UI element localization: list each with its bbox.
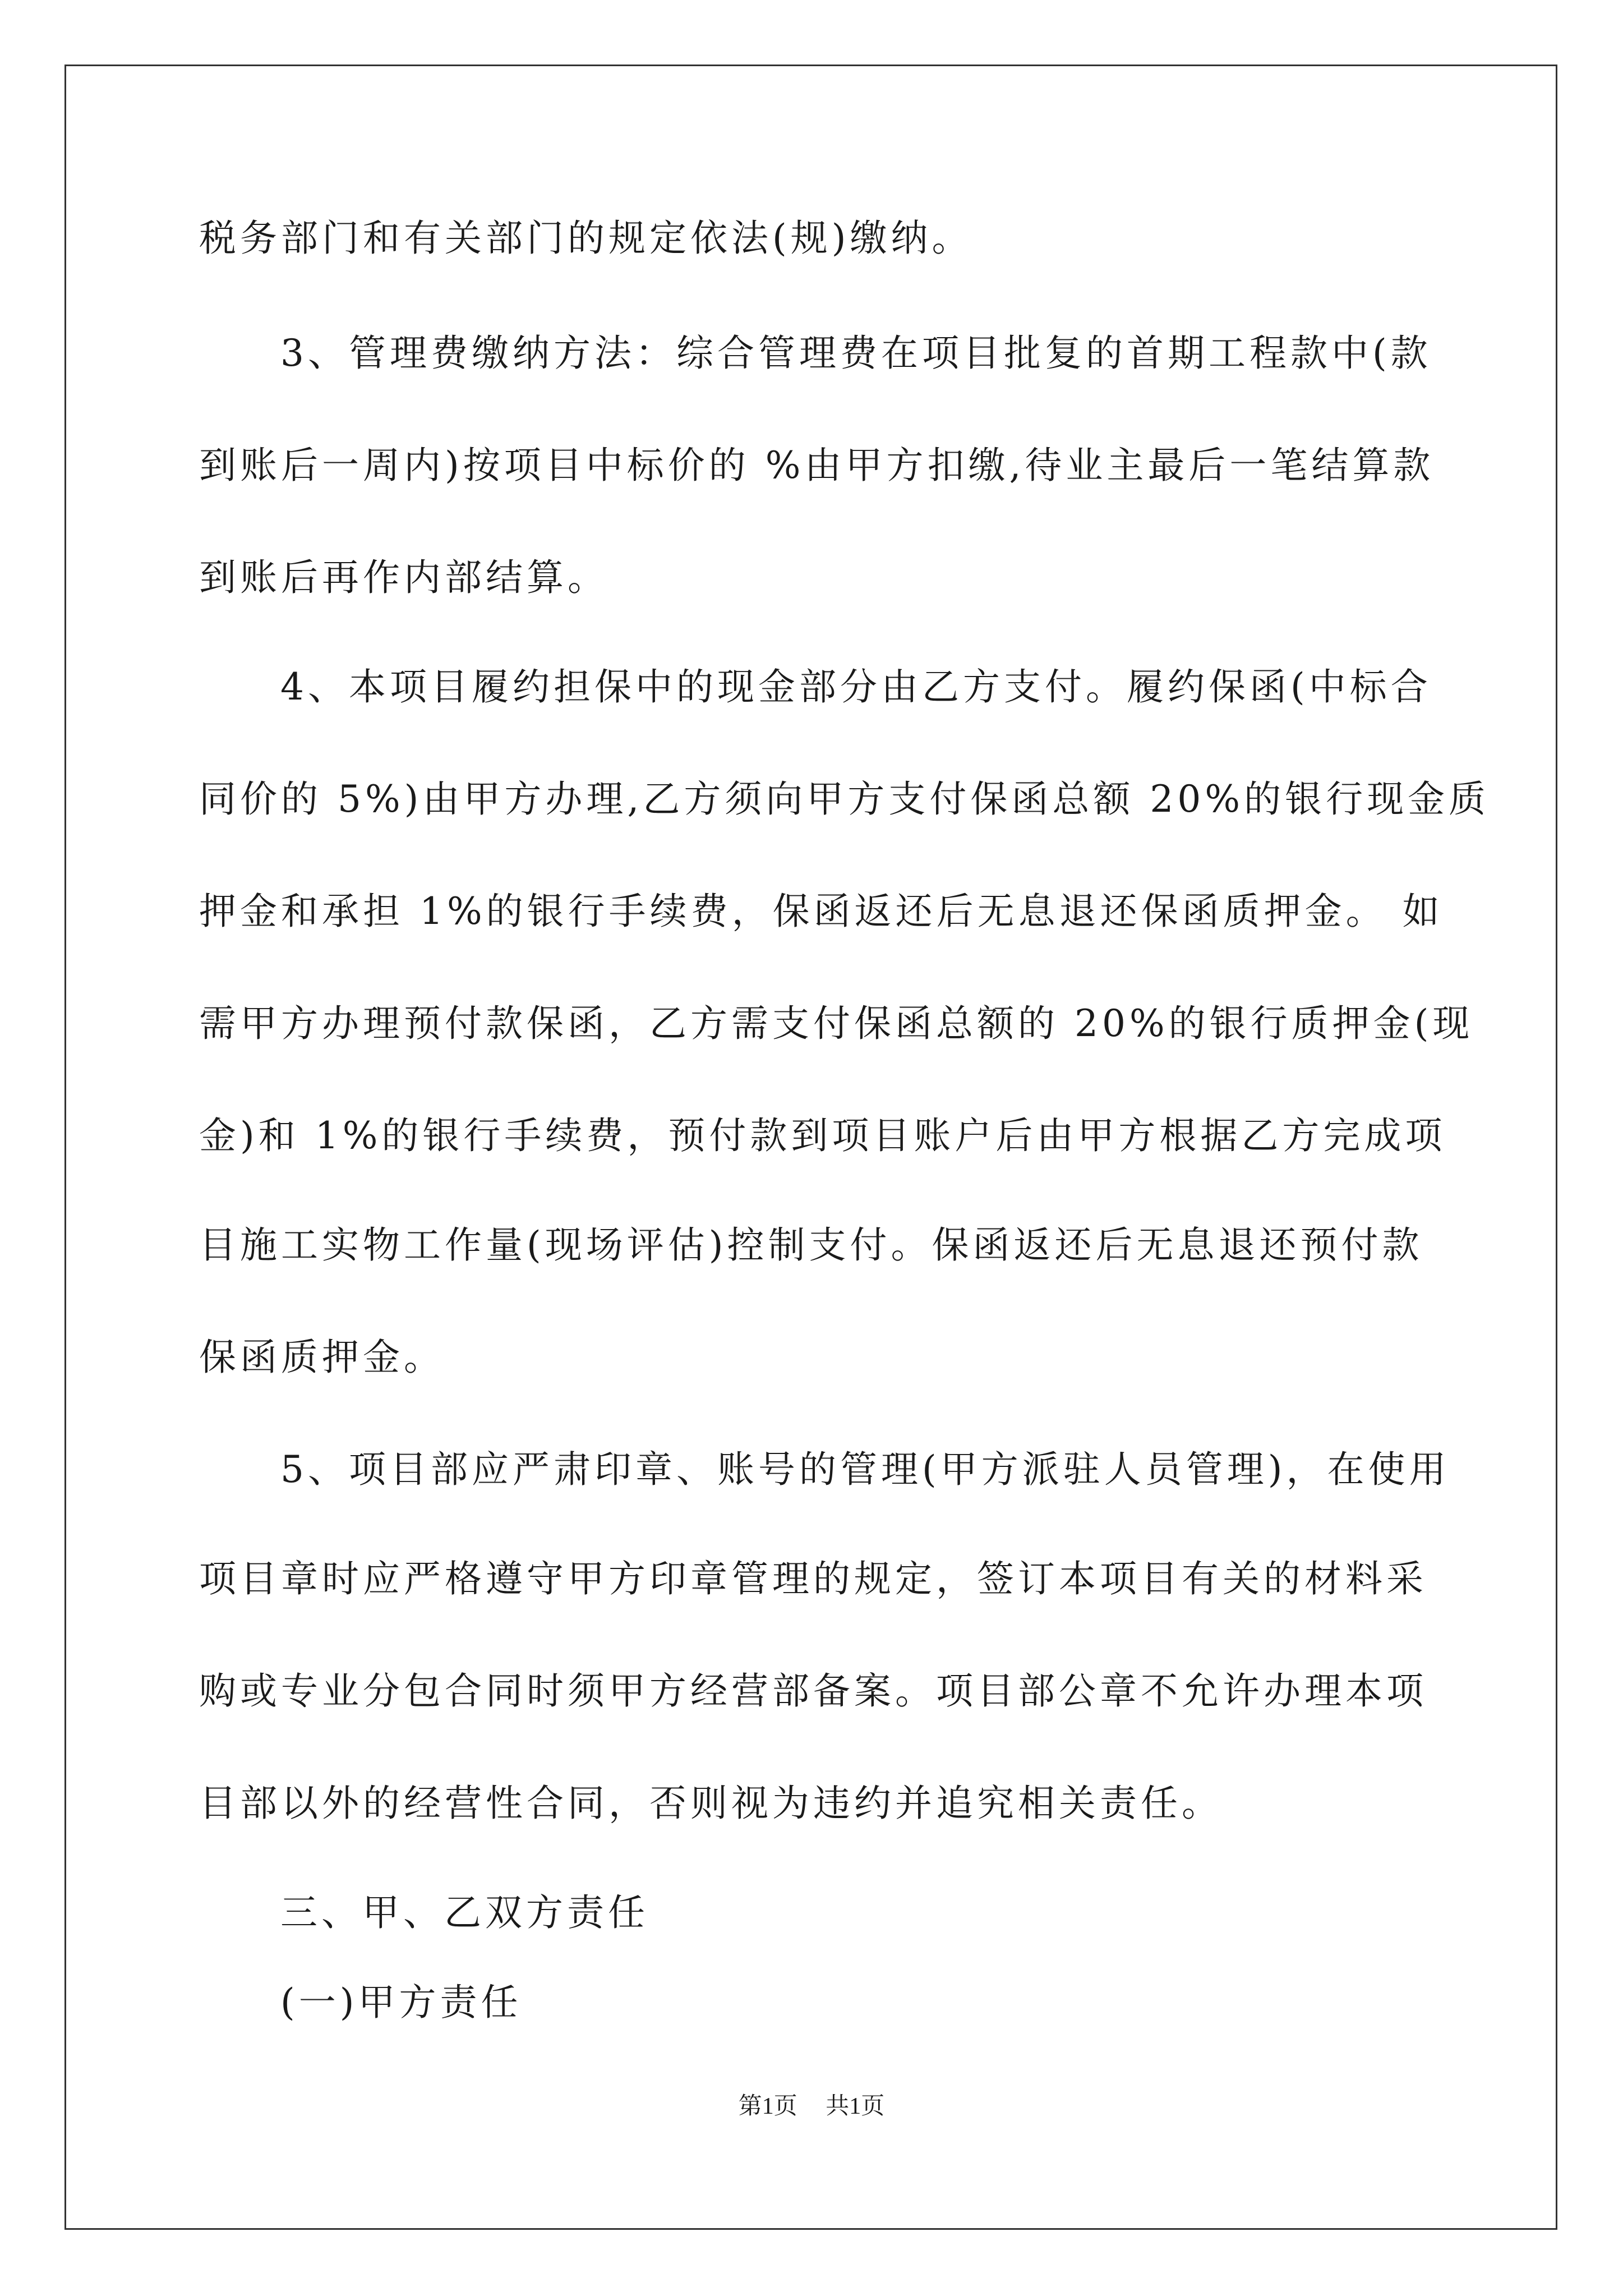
text-line: 税务部门和有关部门的规定依法(规)缴纳。 — [199, 217, 973, 260]
text-line: 押金和承担 1%的银行手续费，保函返还后无息退还保函质押金。 如 — [199, 890, 1444, 933]
page-total: 共1页 — [826, 2093, 885, 2119]
text-line: 购或专业分包合同时须甲方经营部备案。项目部公章不允许办理本项 — [199, 1669, 1427, 1713]
subsection-heading: (一)甲方责任 — [280, 1981, 522, 2024]
page-footer — [0, 2092, 1623, 2120]
text-line: 目施工实物工作量(现场评估)控制支付。保函返还后无息退还预付款 — [199, 1223, 1423, 1267]
text-line: 到账后再作内部结算。 — [199, 556, 608, 599]
text-line: 目部以外的经营性合同，否则视为违约并追究相关责任。 — [199, 1782, 1223, 1825]
section-heading: 三、甲、乙双方责任 — [280, 1891, 649, 1934]
text-line: 需甲方办理预付款保函，乙方需支付保函总额的 20%的银行质押金(现 — [199, 1002, 1474, 1045]
text-line: 保函质押金。 — [199, 1336, 445, 1379]
text-line: 4、本项目履约担保中的现金部分由乙方支付。履约保函(中标合 — [280, 665, 1432, 708]
page-number: 第1页 — [738, 2093, 797, 2119]
text-line: 到账后一周内)按项目中标价的 %由甲方扣缴,待业主最后一笔结算款 — [199, 444, 1435, 487]
text-line: 金)和 1%的银行手续费，预付款到项目账户后由甲方根据乙方完成项 — [199, 1114, 1446, 1157]
text-line: 3、管理费缴纳方法：综合管理费在项目批复的首期工程款中(款 — [280, 332, 1432, 375]
text-line: 5、项目部应严肃印章、账号的管理(甲方派驻人员管理)，在使用 — [280, 1448, 1450, 1491]
text-line: 项目章时应严格遵守甲方印章管理的规定，签订本项目有关的材料采 — [199, 1557, 1427, 1600]
text-line: 同价的 5%)由甲方办理,乙方须向甲方支付保函总额 20%的银行现金质 — [199, 777, 1490, 821]
